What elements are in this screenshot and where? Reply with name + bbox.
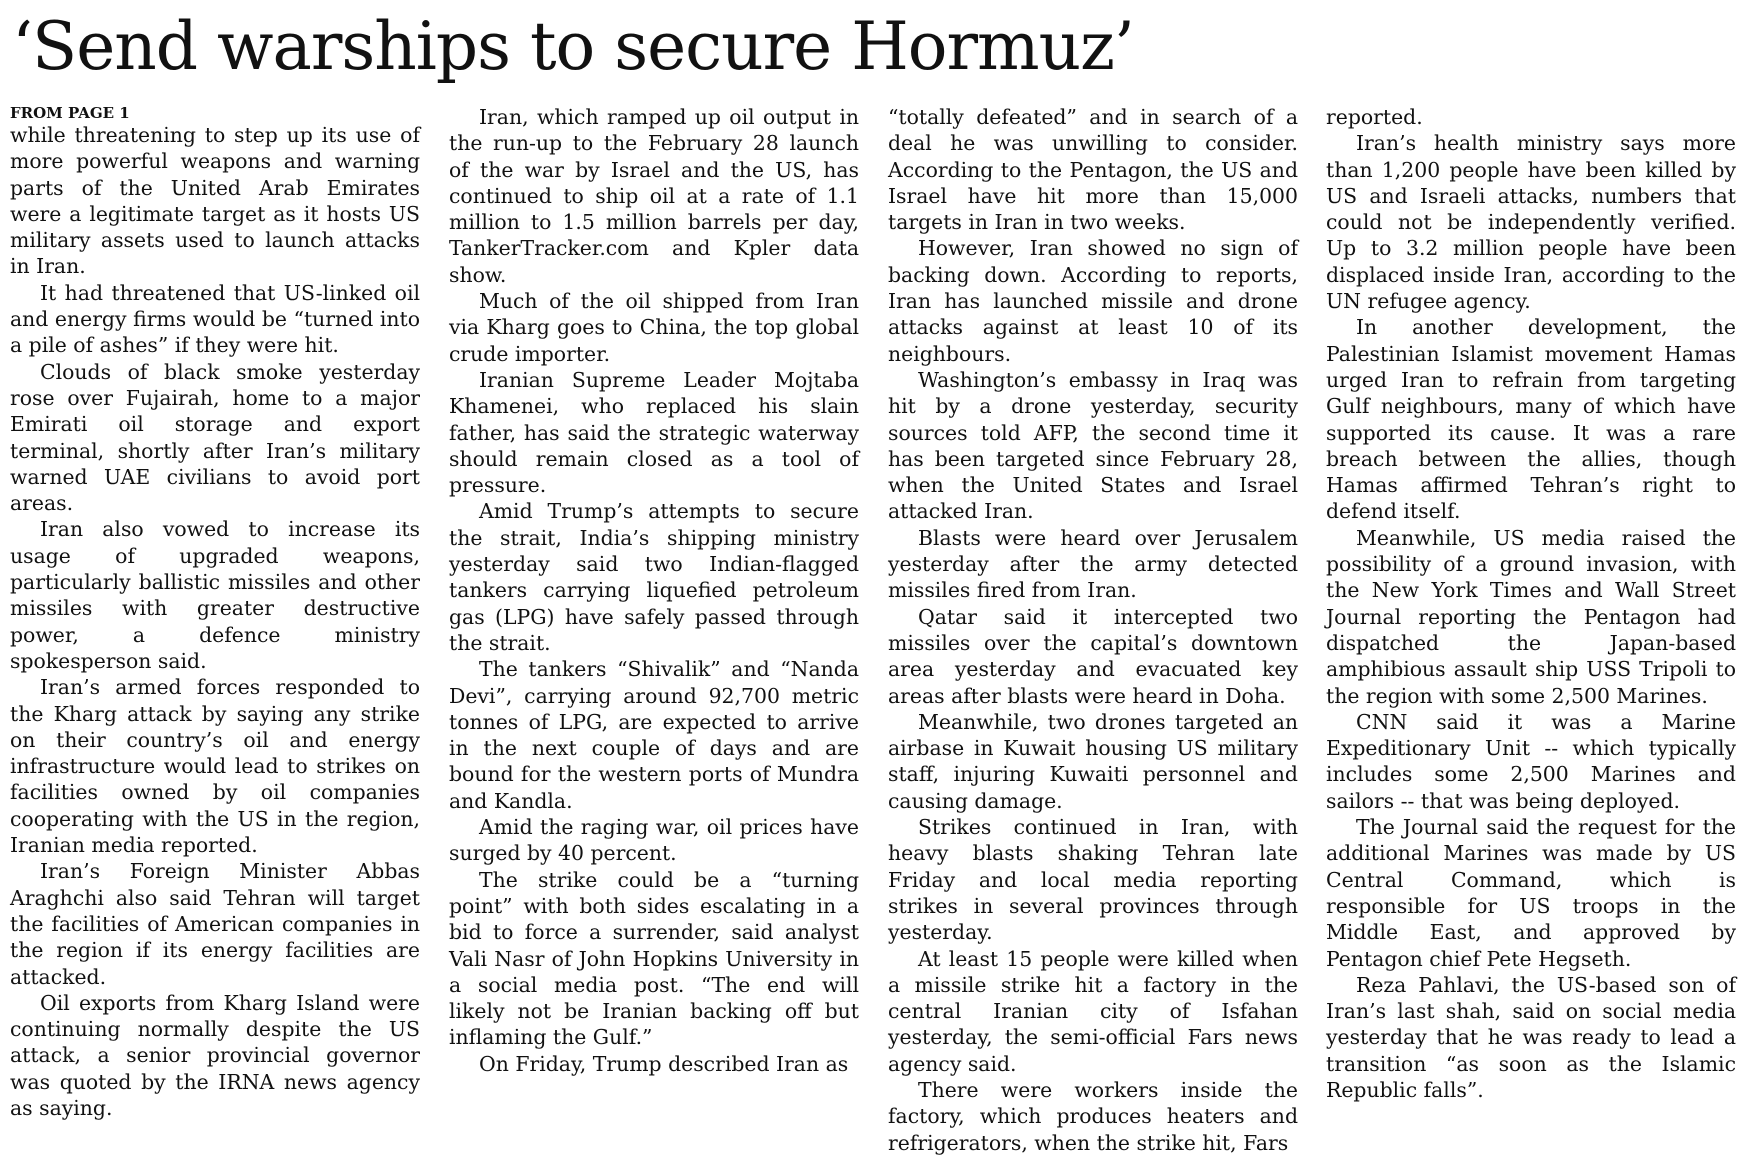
paragraph: Iran also vowed to increase its usage of upgraded weapons, particularly ballistic missiles and other missiles with greater destructive power, a defence ministry spokesperson said. [10,517,420,673]
column-3 [888,104,1298,1156]
paragraph: Amid Trump’s attempts to secure the strait, India’s shipping ministry yesterday said two Indian-flagged tankers carrying liquefied petroleum gas (LPG) have safely passed through the strait. [449,499,859,655]
paragraph: The strike could be a “turning point” with both sides escalating in a bid to force a surrender, said analyst Vali Nasr of John Hopkins University in a social media post. “The end will likely not be Iranian backing off but inflaming the Gulf.” [449,867,859,1050]
column-2 [449,104,859,1077]
paragraph: The Journal said the request for the additional Marines was made by US Central Command, which is responsible for US troops in the Middle East, and approved by Pentagon chief Pete Hegseth. [1326,815,1736,971]
kicker-from-page-1: FROM PAGE 1 [10,104,130,122]
paragraph: On Friday, Trump described Iran as [479,1051,849,1076]
paragraph: Strikes continued in Iran, with heavy blasts shaking Tehran late Friday and local media reporting strikes in several provinces through yesterday. [888,815,1298,945]
paragraph: Iran’s armed forces responded to the Kharg attack by saying any strike on their country’s oil and energy infrastructure would lead to strikes on facilities owned by oil companies cooperating with the US in the region, Iranian media reported. [10,675,420,858]
paragraph: However, Iran showed no sign of backing down. According to reports, Iran has launched missile and drone attacks against at least 10 of its neighbours. [888,236,1298,366]
paragraph: reported. [1326,105,1423,129]
paragraph: Meanwhile, US media raised the possibility of a ground invasion, with the New York Times and Wall Street Journal reporting the Pentagon had dispatched the Japan-based amphibious assault ship USS Tripoli to the region with some 2,500 Marines. [1326,525,1736,708]
paragraph: Meanwhile, two drones targeted an airbase in Kuwait housing US military staff, injuring Kuwaiti personnel and causing damage. [888,709,1298,813]
paragraph: CNN said it was a Marine Expeditionary Unit -- which typically includes some 2,500 Marines and sailors -- that was being deployed. [1326,709,1736,813]
paragraph: At least 15 people were killed when a missile strike hit a factory in the central Iranian city of Isfahan yesterday, the semi-official Fars news agency said. [888,946,1298,1076]
paragraph: There were workers inside the factory, which produces heaters and refrigerators, when the strike hit, Fars [888,1077,1298,1155]
paragraph: Oil exports from Kharg Island were continuing normally despite the US attack, a senior provincial governor was quoted by the IRNA news agency as saying. [10,990,420,1120]
paragraph: Iranian Supreme Leader Mojtaba Khamenei, who replaced his slain father, has said the strategic waterway should remain closed as a tool of pressure. [449,367,859,498]
column-1 [10,104,420,1121]
paragraph: Iran’s Foreign Minister Abbas Araghchi also said Tehran will target the facilities of American companies in the region if its energy facilities are attacked. [10,859,420,989]
paragraph: while threatening to step up its use of more powerful weapons and warning parts of the United Arab Emirates were a legitimate target as it hosts US military assets used to launch attacks in Iran. [10,123,420,279]
paragraph: Reza Pahlavi, the US-based son of Iran’s last shah, said on social media yesterday that he was ready to lead a transition “as soon as the Islamic Republic falls”. [1326,972,1736,1102]
paragraph: “totally defeated” and in search of a deal he was unwilling to consider. According to the Pentagon, the US and Israel have hit more than 15,000 targets in Iran in two weeks. [888,105,1298,235]
column-4 [1326,104,1736,1103]
headline: ‘Send warships to secure Hormuz’ [12,8,1134,85]
paragraph: Iran, which ramped up oil output in the run-up to the February 28 launch of the war by Israel and the US, has continued to ship oil at a rate of 1.1 million to 1.5 million barrels per day, TankerTracker.com and Kpler data show. [449,105,859,287]
paragraph: Clouds of black smoke yesterday rose over Fujairah, home to a major Emirati oil storage and export terminal, shortly after Iran’s military warned UAE civilians to avoid port areas. [10,359,420,516]
paragraph: Iran’s health ministry says more than 1,200 people have been killed by US and Israeli attacks, numbers that could not be independently verified. Up to 3.2 million people have been displaced inside Iran, according to the UN refugee agency. [1326,131,1736,314]
paragraph: Qatar said it intercepted two missiles over the capital’s downtown area yesterday and evacuated key areas after blasts were heard in Doha. [888,604,1298,708]
paragraph: It had threatened that US-linked oil and energy firms would be “turned into a pile of ashes” if they were hit. [10,280,420,358]
paragraph: Washington’s embassy in Iraq was hit by a drone yesterday, security sources told AFP, the second time it has been targeted since February 28, when the United States and Israel attacked Iran. [888,367,1298,524]
paragraph: Much of the oil shipped from Iran via Kharg goes to China, the top global crude importer. [449,289,859,366]
paragraph: Amid the raging war, oil prices have surged by 40 percent. [449,815,859,866]
paragraph: In another development, the Palestinian Islamist movement Hamas urged Iran to refrain from targeting Gulf neighbours, many of which have supported its cause. It was a rare breach between the allies, though Hamas affirmed Tehran’s right to defend itself. [1326,315,1736,524]
paragraph: The tankers “Shivalik” and “Nanda Devi”, carrying around 92,700 metric tonnes of LPG, are expected to arrive in the next couple of days and are bound for the western ports of Mundra and Kandla. [449,657,859,813]
paragraph: Blasts were heard over Jerusalem yesterday after the army detected missiles fired from Iran. [888,525,1298,603]
